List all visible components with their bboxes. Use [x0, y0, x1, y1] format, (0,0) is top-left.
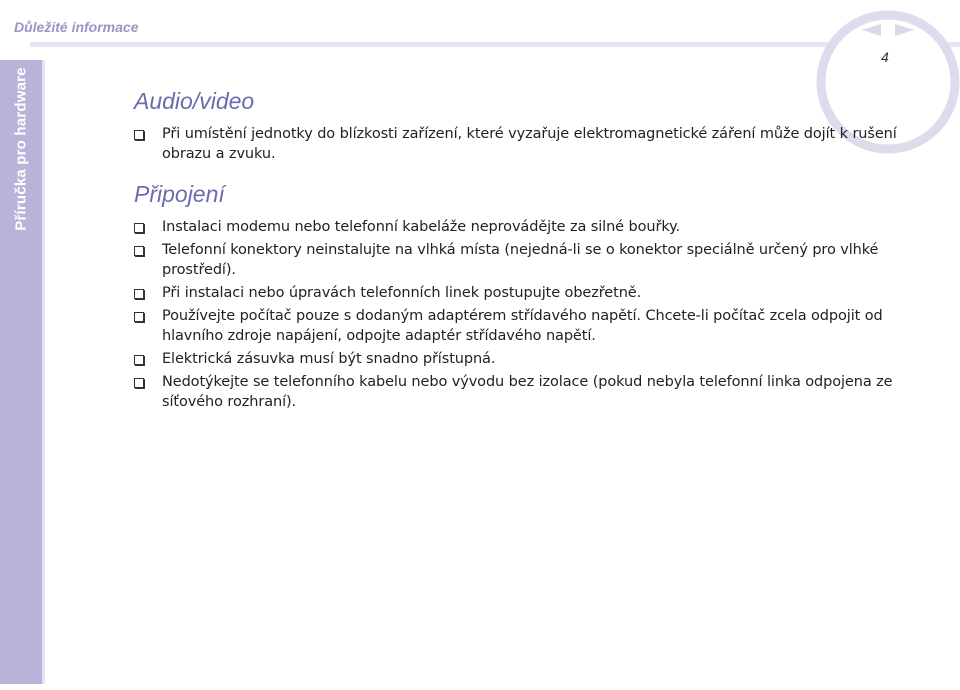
arrow-right-icon: [893, 22, 917, 38]
checkbox-bullet-icon: [134, 289, 144, 299]
connection-list: [134, 217, 940, 412]
audio-video-list: [134, 124, 940, 164]
arrow-left-icon: [859, 22, 883, 38]
header-band: [30, 42, 960, 47]
checkbox-bullet-icon: [134, 130, 144, 140]
list-item-text: Při instalaci nebo úpravách telefonních linek postupujte obezřetně.: [162, 285, 642, 301]
list-item: [134, 217, 940, 237]
list-item: [134, 124, 940, 164]
page-number: 4: [881, 49, 889, 65]
list-item-text: Používejte počítač pouze s dodaným adaptérem střídavého napětí. Chcete-li počítač zcela odpojit od hlavního zdroje napájení, odpojte adaptér střídavého napětí.: [162, 308, 883, 344]
list-item: [134, 372, 940, 412]
list-item: [134, 349, 940, 369]
section-title-connection: Připojení: [134, 181, 225, 207]
previous-page-button[interactable]: [859, 22, 883, 38]
next-page-button[interactable]: [893, 22, 917, 38]
list-item-text: Telefonní konektory neinstalujte na vlhká místa (nejedná-li se o konektor speciálně určený pro vlhké prostředí).: [162, 242, 879, 278]
document-title: Důležité informace: [14, 19, 139, 35]
list-item-text: Při umístění jednotky do blízkosti zařízení, které vyzařuje elektromagnetické záření může dojít k rušení obrazu a zvuku.: [162, 126, 897, 162]
section-title-audio-video: Audio/video: [134, 88, 255, 114]
list-item: [134, 306, 940, 346]
list-item-text: Elektrická zásuvka musí být snadno přístupná.: [162, 351, 496, 367]
main-content: [134, 86, 940, 415]
checkbox-bullet-icon: [134, 246, 144, 256]
list-item-text: Instalaci modemu nebo telefonní kabeláže neprovádějte za silné bouřky.: [162, 219, 681, 235]
sidebar-label: Příručka pro hardware: [12, 67, 30, 231]
checkbox-bullet-icon: [134, 312, 144, 322]
list-item: [134, 240, 940, 280]
checkbox-bullet-icon: [134, 355, 144, 365]
list-item: [134, 283, 940, 303]
sidebar: [0, 60, 45, 684]
checkbox-bullet-icon: [134, 223, 144, 233]
list-item-text: Nedotýkejte se telefonního kabelu nebo vývodu bez izolace (pokud nebyla telefonní linka odpojena ze síťového rozhraní).: [162, 374, 893, 410]
checkbox-bullet-icon: [134, 378, 144, 388]
